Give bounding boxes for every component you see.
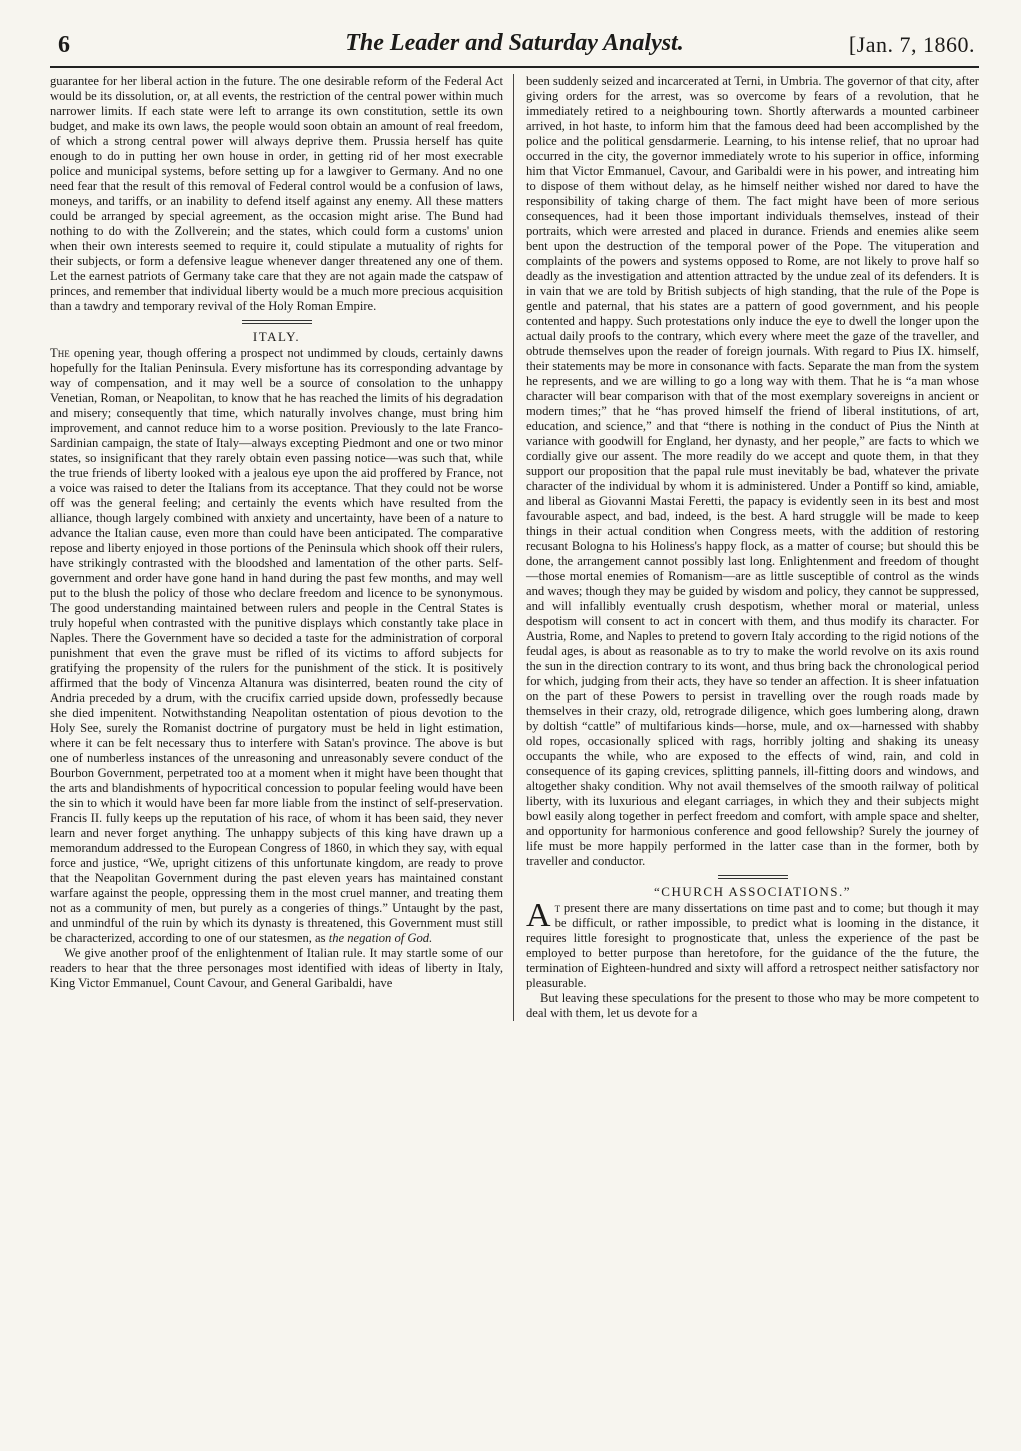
- right-column: [513, 74, 979, 1021]
- section-rule: [242, 320, 312, 324]
- church-associations-heading: “CHURCH ASSOCIATIONS.”: [654, 884, 851, 899]
- church-paragraph-1: [526, 897, 979, 991]
- section-rule-2: [718, 875, 788, 879]
- drop-cap: A: [526, 897, 551, 934]
- church-paragraph-1-text: present there are many dissertations on time past and to come; but though it may be difficult, or rather impossible, to predict what is looming in the distance, it requires little foresight to prognosticate that, unless the experience of the past be employed to better purpose than heretofore, for the guidance of the the future, the termination of Eighteen-hundred and sixty will afford a retrospect neither satisfactory nor pleasurable.: [526, 901, 979, 990]
- issue-date: [Jan. 7, 1860.: [848, 32, 975, 57]
- left-column: [50, 74, 513, 1021]
- italy-paragraph-3: been suddenly seized and incarcerated at Terni, in Umbria. The governor of that city, after giving orders for the arrest, was so overcome by fears of a revolution, that he immediately retired to a neighbouring town. Shortly afterwards a mounted carbineer arrived, in hot haste, to inform him that the famous deed had been accomplished by the police and the political gensdarmerie. Learning, to his intense relief, that no uproar had occurred in the city, the governor immediately wrote to his superior in office, informing him that Victor Emmanuel, Cavour, and Garibaldi were in his power, and intreating him to dispose of them without delay, as he himself neither wished nor dared to have the responsibility of taking charge of them. The fact might have been of more serious consequences, had it been those important individuals themselves, instead of their portraits, which were arrested and placed in durance. Friends and enemies alike seem bent upon the destruction of the temporal power of the Pope. The vituperation and complaints of the powers and systems opposed to Rome, are not likely to prove half so deadly as the investigation and attention attracted by the undue zeal of its defenders. It is in vain that we are told by British subjects of high standing, that the rule of the Pope is gentle and paternal, that his states are a pattern of good government, and his people contented and happy. Such protestations only induce the eye to dwell the longer upon the actual daily proofs to the contrary, which every where meet the gaze of the traveller, and obtrude themselves upon the reader of foreign journals. With regard to Pius IX. himself, their statements may be more in consonance with facts. Separate the man from the system he represents, and we are willing to go a long way with them. That he is “a man whose character will bear comparison with that of the most exemplary sovereigns in ancient or modern times;” that he “has proved himself the friend of liberal institutions, of art, education, and science,” and that “there is nothing in the conduct of Pius the Ninth at variance with goodwill for England, her dynasty, and her people,” are facts to which we cordially give our assent. The more readily do we accept and quote them, in that they support our proposition that the papal rule must inevitably be bad, whatever the private character of the individual by whom it is administered. Under a Pontiff so kind, amiable, and liberal as Giovanni Mastai Feretti, the papacy is evidently seen in its best and most favourable aspect, and bad, indeed, is the best. A hard struggle will be made to keep things in their actual condition when Congress meets, with the addition of restoring recusant Bologna to his Holiness's happy flock, as a matter of course; but should this be done, the arrangement cannot possibly last long. Enlightenment and freedom of thought—those mortal enemies of Romanism—are as little susceptible of control as the winds and waves; though they may be guided by wisdom and policy, they cannot be suppressed, and will infallibly eventually crush despotism, whether moral or material, unless despotism will consent to act in concert with them, and thus modify its character. For Austria, Rome, and Naples to pretend to govern Italy according to the rigid notions of the feudal ages, is about as reasonable as to try to make the world revolve on its axis round the sun in the direction contrary to its wont, and thus bring back the chronological period for which, judging from their acts, they have so tender an affection. It is sheer infatuation on the part of these Powers to persist in travelling over the rough roads made by themselves in their crazy, old, retrograde diligence, which goes lumbering along, drawn by doltish “cattle” of multifarious kinds—horse, mule, and ox—harnessed with shabby old ropes, occasionally spliced with rags, horribly jolting and shaking its uneasy occupants the while, who are exposed to the effects of wind, rain, and cold in consequence of its gaping crevices, splitting pannels, ill-fitting doors and windows, and altogether shaky condition. Why not avail themselves of the smooth railway of political liberty, with its luxurious and elegant carriages, in which they and their subjects might bowl easily along together in perfect freedom and comfort, with ample space and shelter, and opportunity for harmonious conference and good fellowship? Surely the journey of life must be more happily performed in the latter case than in the former, both by traveller and conductor.: [526, 74, 979, 868]
- publication-title: The Leader and Saturday Analyst.: [345, 30, 684, 56]
- page-number: 6: [58, 32, 70, 58]
- germany-paragraph: guarantee for her liberal action in the future. The one desirable reform of the Federal Act would be its dissolution, or, at all events, the restriction of the central power within much narrower limits. If each state were left to arrange its own constitution, settle its own budget, and make its own laws, the people would soon obtain an amount of real freedom, of which a strong central power will always deprive them. Prussia herself has quite enough to do in putting her own house in order, in getting rid of her most execrable police and municipal systems, before setting up for a lawgiver to Germany. And no one need fear that the result of this removal of Federal control would be a confusion of laws, moneys, and tariffs, or an inability to defend itself against any enemy. All these matters could be arranged by special agreement, as the occasion might arise. The Bund had nothing to do with the Zollverein; and the states, which could form a customs' union when their own interests seemed to require it, could stipulate a mutuality of rights for their subjects, or form a defensive league whenever danger threatened any one of them. Let the earnest patriots of Germany take care that they are not again made the catspaw of princes, and remember that individual liberty would be a much more precious acquisition than a tawdry and temporary revival of the Holy Roman Empire.: [50, 74, 503, 313]
- italy-lead-word: The: [50, 346, 70, 360]
- church-lead-word: t: [554, 901, 561, 915]
- italy-quote-end: the negation of God.: [328, 931, 433, 945]
- page-header: [50, 28, 979, 68]
- italy-paragraph-1-text: opening year, though offering a prospect not undimmed by clouds, certainly dawns hopefully for the Italian Peninsula. Every misfortune has its corresponding advantage by way of compensation, and it may well be a source of consolation to the unhappy Venetian, Roman, or Neapolitan, to know that he has reached the limits of his degradation and misery; consequently that time, which naturally involves change, must bring him improvement, and cannot reduce him to a worse position. Previously to the late Franco-Sardinian campaign, the state of Italy—always excepting Piedmont and one or two minor states, so insignificant that they rarely obtain even passing notice—was such that, while the true friends of liberty looked with a jealous eye upon the aid proffered by France, not a voice was raised to deter the Italians from its acceptance. That they could not be worse off was the general feeling; and certainly the events which have resulted from the alliance, though largely combined with anxiety and uncertainty, have been of a nature to advance the Italian cause, even more than could have been anticipated. The comparative repose and liberty enjoyed in those portions of the Peninsula which shook off their rulers, have strikingly contrasted with the bloodshed and lamentation of the other parts. Self-government and order have gone hand in hand during the past few months, and may well put to the blush the policy of those who declare freedom and licence to be synonymous. The good understanding maintained between rulers and people in the Central States is truly hopeful when contrasted with the punitive displays which constantly take place in Naples. There the Government have so decided a taste for the administration of corporal punishment that even the grave must be rifled of its victims to afford subjects for gratifying the propensity of the rulers for the punishment of the stick. It is positively affirmed that the body of Vincenza Altanura was disinterred, beaten round the city of Andria preceded by a drum, with the crucifix carried upside down, professedly because she died impenitent. Notwithstanding Neapolitan ostentation of pious devotion to the Holy See, surely the Romanist doctrine of purgatory must be held in light estimation, where it can be felt necessary thus to interfere with Satan's province. The above is but one of numberless instances of the unreasoning and unreasonably severe conduct of the Bourbon Government, perpetrated too at a moment when it might have been thought that the arts and blandishments of hypocritical concession to popular feeling would have been the sin to which it would have been far more liable from the instinct of self-preservation. Francis II. fully keeps up the reputation of his race, of whom it has been said, they never learn and never forget anything. The unhappy subjects of this king have drawn up a memorandum addressed to the European Congress of 1860, in which they say, with equal force and justice, “We, upright citizens of this unfortunate kingdom, are ready to prove that the Neapolitan Government during the past eleven years has maintained constant warfare against the people, oppressing them in the most cruel manner, and treating them not as a community of men, but purely as a congeries of things.” Untaught by the past, and unmindful of the ruin by which its dynasty is threatened, this Government must still be characterized, according to one of our statesmen, as: [50, 346, 503, 945]
- italy-paragraph-1: [50, 346, 503, 946]
- article-columns: [50, 74, 979, 1021]
- italy-paragraph-2: We give another proof of the enlightenment of Italian rule. It may startle some of our readers to hear that the three personages most identified with ideas of liberty in Italy, King Victor Emmanuel, Count Cavour, and General Garibaldi, have: [50, 946, 503, 990]
- church-paragraph-2: But leaving these speculations for the present to those who may be more competent to deal with them, let us devote for a: [526, 991, 979, 1020]
- italy-heading: ITALY.: [252, 329, 301, 344]
